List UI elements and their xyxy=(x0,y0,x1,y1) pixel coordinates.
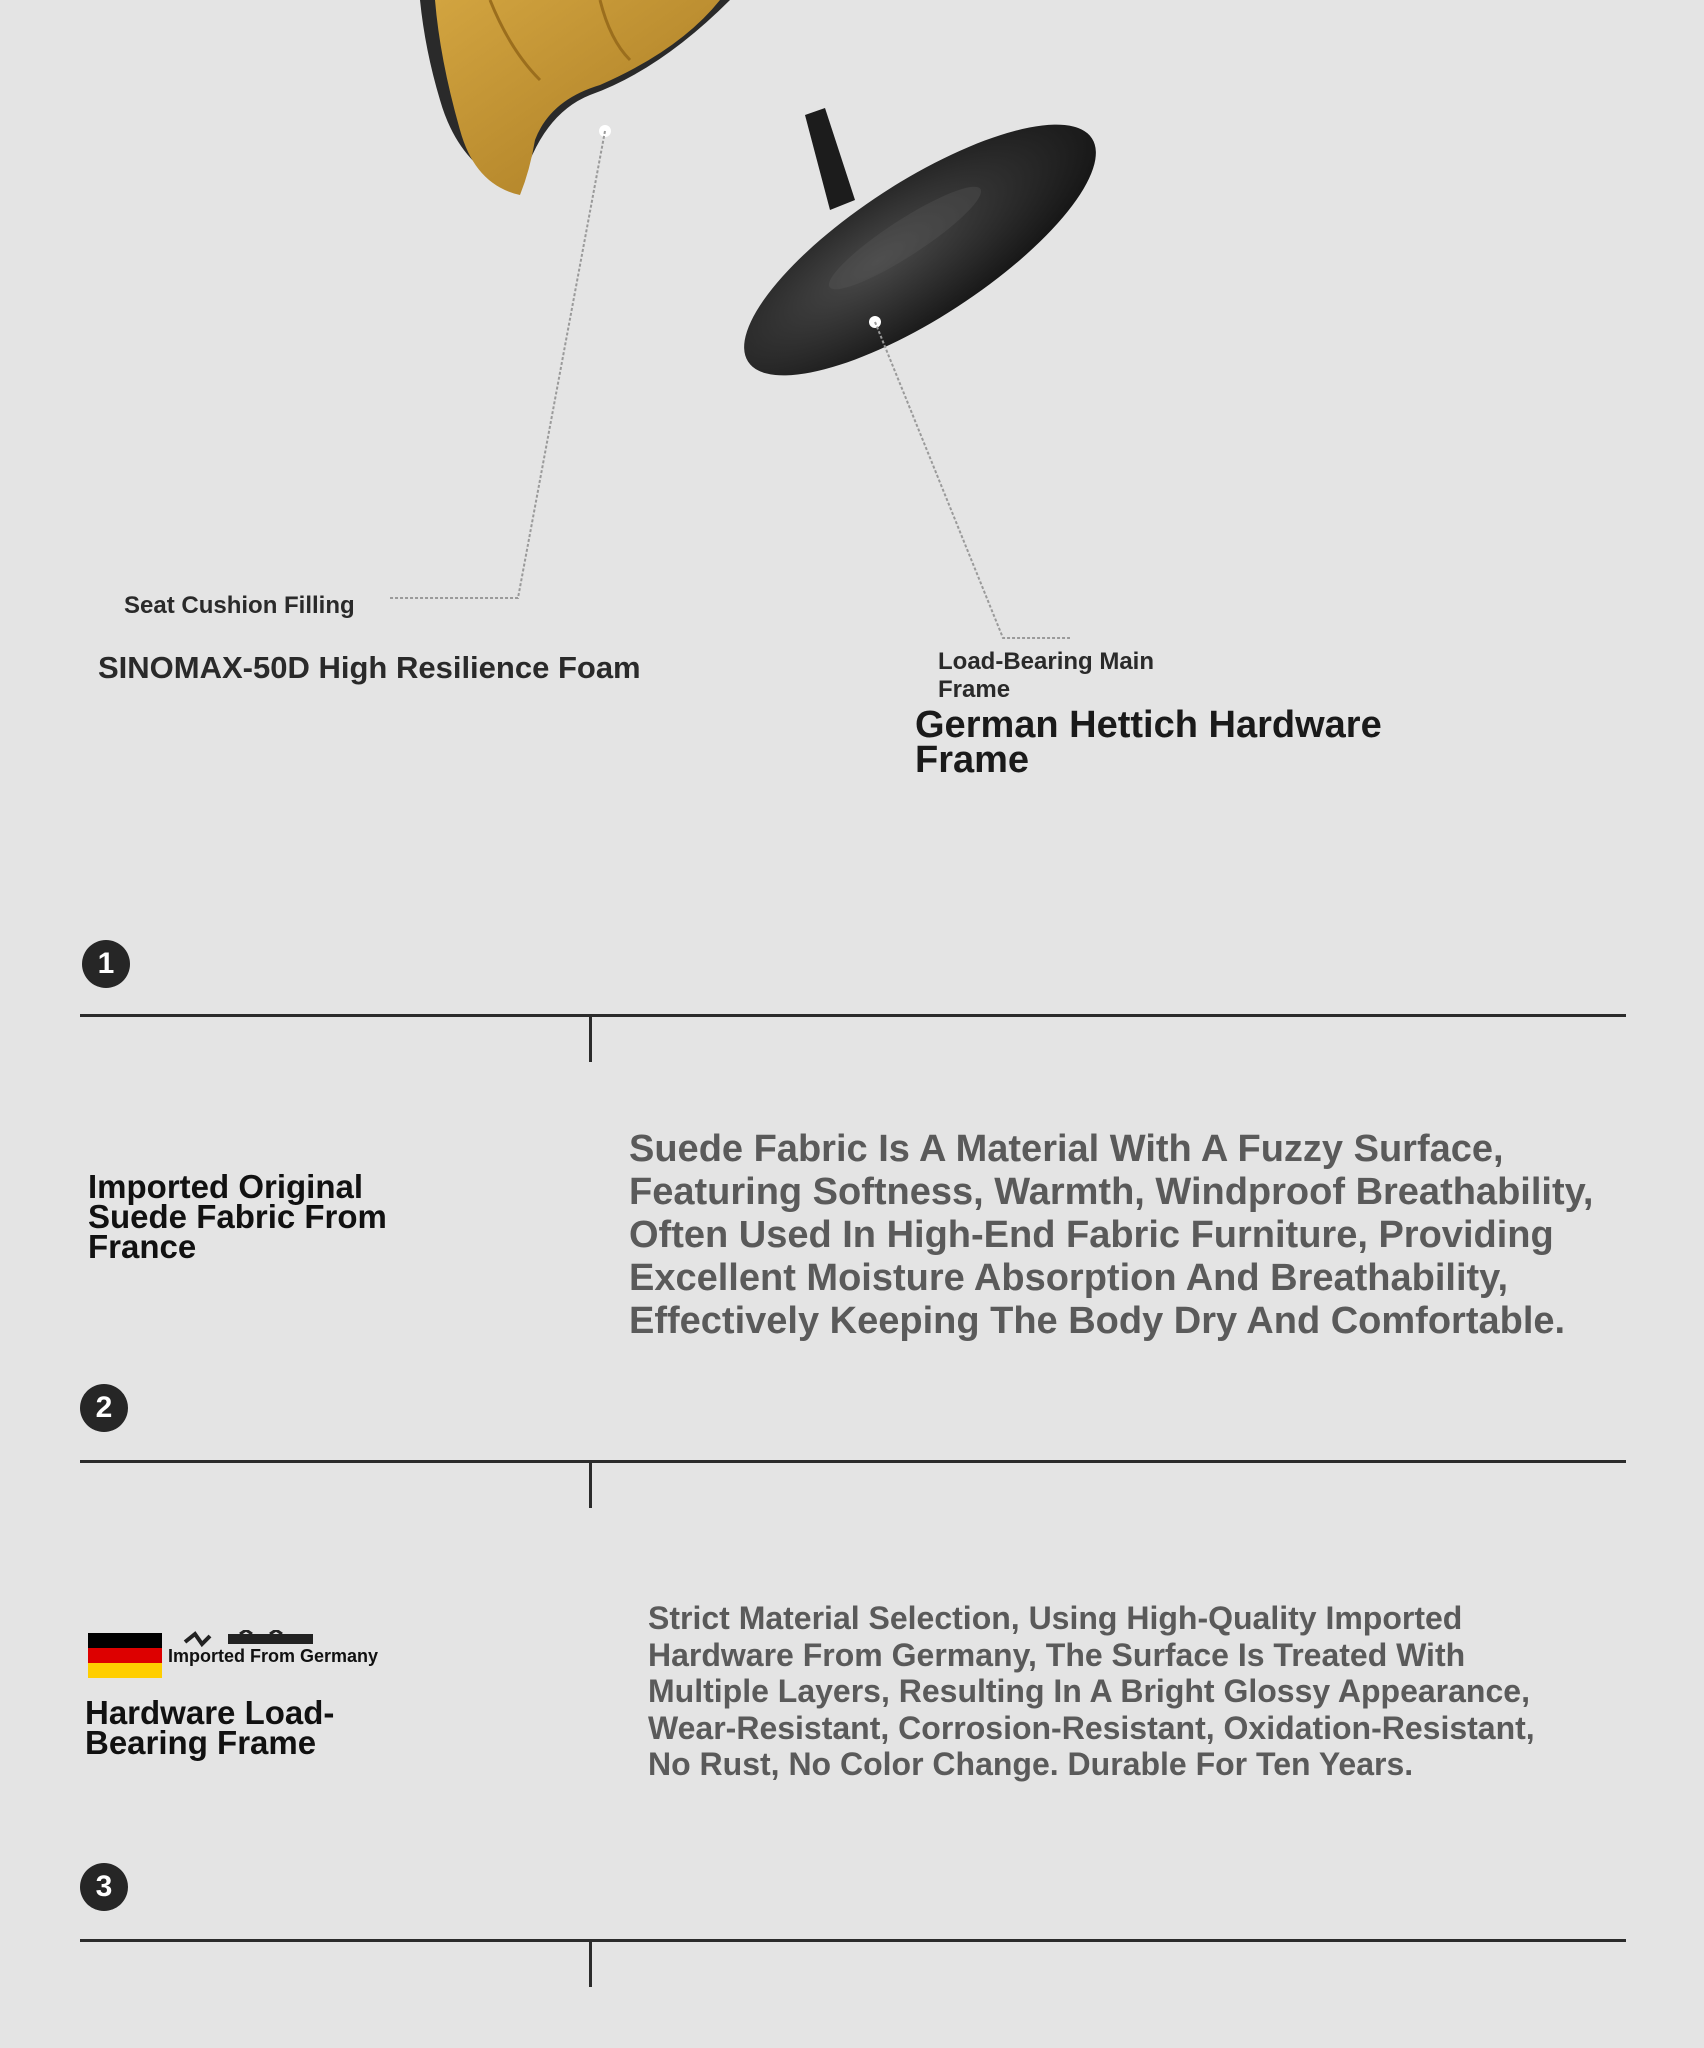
seat-cushion-label: Seat Cushion Filling xyxy=(124,592,355,619)
section-number-1: 1 xyxy=(82,940,130,988)
section-divider-tick-1 xyxy=(589,1016,592,1062)
main-frame-label: Load-Bearing Main Frame xyxy=(938,648,1155,703)
suede-fabric-title: Imported Original Suede Fabric From France xyxy=(88,1168,387,1265)
section-number-3: 3 xyxy=(80,1863,128,1911)
hardware-frame-title: Hardware Load-Bearing Frame xyxy=(85,1694,335,1761)
main-frame-value: German Hettich Hardware Frame xyxy=(915,704,1382,781)
section-number-2: 2 xyxy=(80,1384,128,1432)
seat-cushion-value: SINOMAX-50D High Resilience Foam xyxy=(98,650,641,685)
section-divider-tick-2 xyxy=(589,1462,592,1508)
section-divider-tick-3 xyxy=(589,1941,592,1987)
section-divider-1 xyxy=(80,1014,1626,1017)
imported-from-germany-badge: Imported From Germany xyxy=(168,1646,379,1666)
section-divider-2 xyxy=(80,1460,1626,1463)
hardware-frame-description: Strict Material Selection, Using High-Quality Imported Hardware From Germany, The Surface Is Treated With Multiple Layers, Resulting In A Bright Glossy Appearance, Wear-Resistant, Corrosion-Resistant, Oxidation-Resistant, No Rust, No Color Change. Durable For Ten Years. xyxy=(648,1600,1535,1782)
section-divider-3 xyxy=(80,1939,1626,1942)
germany-flag-icon xyxy=(88,1633,162,1678)
suede-fabric-description: Suede Fabric Is A Material With A Fuzzy Surface, Featuring Softness, Warmth, Windproof Breathability, Often Used In High-End Fabric Furniture, Providing Excellent Moisture Absorption And Breathability, Effectively Keeping The Body Dry And Comfortable. xyxy=(629,1128,1594,1342)
